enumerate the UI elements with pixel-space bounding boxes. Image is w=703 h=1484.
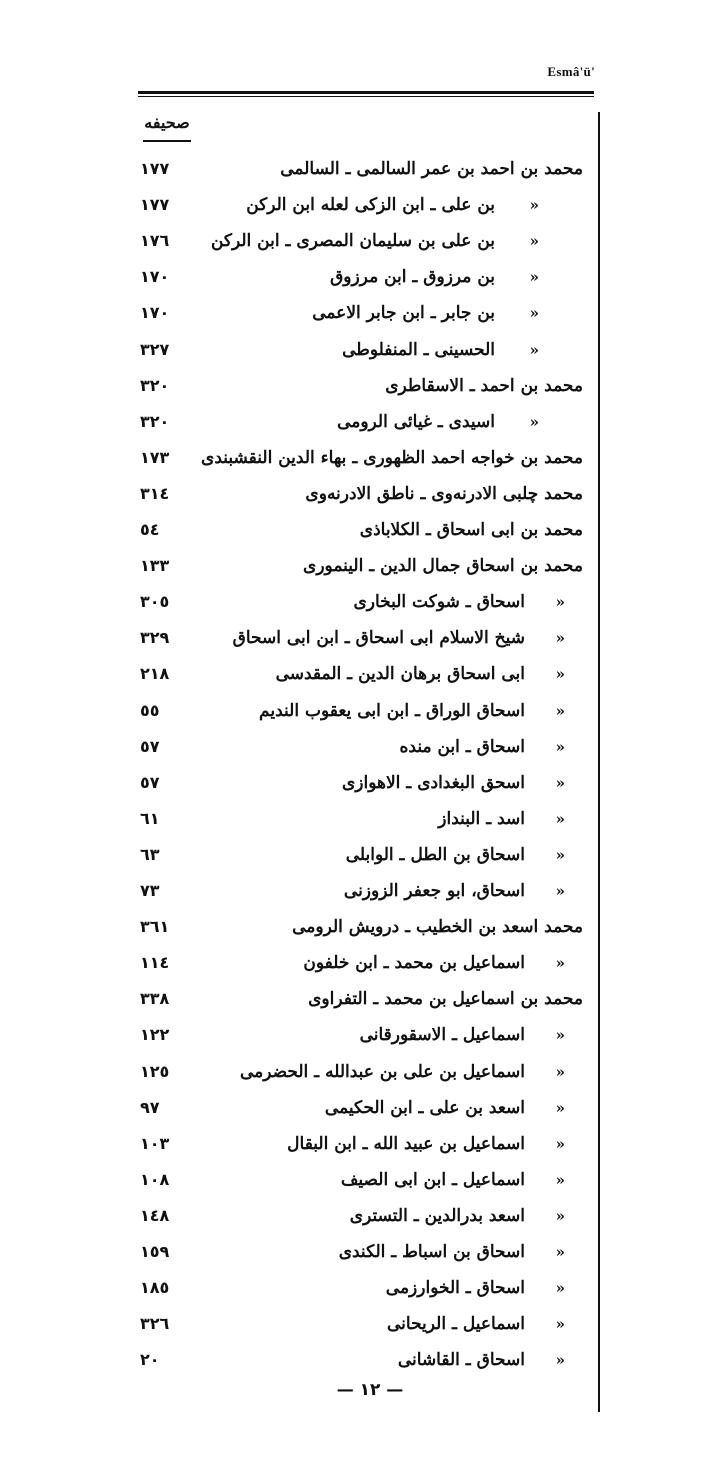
ditto-mark: » (555, 1315, 565, 1334)
index-entry (140, 874, 595, 910)
page-column-header: صحيفه (144, 113, 190, 132)
entry-name: اسحاق بن الطل ـ الوابلى (345, 844, 525, 865)
entry-page-number: ١٧٦ (140, 231, 170, 251)
ditto-mark: » (555, 629, 565, 648)
entry-name: شيخ الاسلام ابى اسحاق ـ ابن ابى اسحاق (232, 628, 525, 649)
index-entry (140, 621, 595, 657)
ditto-mark: » (529, 340, 539, 359)
entry-page-number: ١٧٧ (140, 195, 170, 215)
entry-page-number: ١٨٥ (140, 1278, 170, 1298)
index-entry (140, 1199, 595, 1235)
index-entry (140, 1343, 595, 1379)
ditto-mark: » (555, 1170, 565, 1189)
entry-page-number: ٥٧ (140, 736, 160, 756)
entry-page-number: ٦٣ (140, 844, 160, 864)
entry-page-number: ١٥٩ (140, 1242, 170, 1261)
entry-page-number: ٣٦١ (140, 917, 170, 937)
ditto-mark: » (555, 701, 565, 720)
page-header-title: Esmâ'ü' (547, 64, 595, 79)
entry-name: بن على بن سليمان المصرى ـ ابن الركن (210, 231, 495, 252)
entry-page-number: ١٧٠ (140, 267, 170, 287)
ditto-mark: » (555, 773, 565, 792)
index-entry (140, 982, 595, 1018)
index-entry (140, 333, 595, 369)
entry-name: محمد بن احمد ـ الاسقاطرى (385, 375, 583, 396)
ditto-mark: » (555, 954, 565, 973)
ditto-mark: » (555, 1351, 565, 1370)
index-entry (140, 1127, 595, 1163)
entry-page-number: ٣٢٧ (140, 339, 170, 359)
entry-page-number: ١٢٥ (140, 1061, 170, 1081)
entry-name: محمد بن خواجه احمد الظهورى ـ بهاء الدين النقشبندى (201, 447, 583, 468)
entry-page-number: ١٣٣ (140, 556, 170, 576)
ditto-mark: » (529, 268, 539, 287)
entry-name: الحسينى ـ المنفلوطى (342, 339, 495, 360)
entry-page-number: ٣٢٠ (140, 375, 170, 395)
index-entry (140, 946, 595, 982)
ditto-mark: » (555, 1279, 565, 1298)
entry-page-number: ٣٣٨ (140, 989, 170, 1009)
index-entry (140, 694, 595, 730)
index-entry (140, 585, 595, 621)
entry-page-number: ٣١٤ (140, 483, 170, 503)
index-entry (140, 477, 595, 513)
index-entry (140, 766, 595, 802)
header-rule (138, 91, 594, 94)
ditto-mark: » (529, 232, 539, 251)
ditto-mark: » (555, 1206, 565, 1225)
entry-name: اسماعيل بن عبيد الله ـ ابن البقال (287, 1133, 525, 1154)
index-entry (140, 296, 595, 332)
ditto-mark: » (555, 737, 565, 756)
ditto-mark: » (555, 593, 565, 612)
entry-name: محمد اسعد بن الخطيب ـ درويش الرومى (292, 917, 583, 938)
entry-page-number: ١٠٣ (140, 1133, 170, 1153)
index-entry (140, 152, 595, 188)
index-entry (140, 802, 595, 838)
entry-name: اسيدى ـ غيائى الرومى (337, 411, 495, 432)
index-entry (140, 657, 595, 693)
index-entry (140, 1271, 595, 1307)
entry-page-number: ١١٤ (140, 953, 170, 973)
column-rule (598, 112, 600, 1412)
index-entry (140, 369, 595, 405)
index-entry (140, 1163, 595, 1199)
entry-page-number: ١٤٨ (140, 1205, 170, 1225)
index-entry (140, 910, 595, 946)
entry-name: محمد بن اسماعيل بن محمد ـ التفراوى (308, 989, 583, 1010)
ditto-mark: » (529, 412, 539, 431)
ditto-mark: » (529, 196, 539, 215)
ditto-mark: » (555, 845, 565, 864)
entry-page-number: ١٢٢ (140, 1025, 170, 1045)
entry-name: اسماعيل ـ ابن ابى الصيف (340, 1169, 525, 1190)
ditto-mark: » (555, 1098, 565, 1117)
entry-name: محمد بن احمد بن عمر السالمى ـ السالمى (280, 159, 583, 179)
index-entry (140, 513, 595, 549)
entry-page-number: ٣٠٥ (140, 592, 170, 612)
entry-name: اسحاق، ابو جعفر الزوزنى (343, 881, 525, 901)
index-entry (140, 405, 595, 441)
entry-page-number: ١٠٨ (140, 1169, 170, 1189)
ditto-mark: » (555, 665, 565, 684)
index-entry (140, 441, 595, 477)
entry-name: اسحاق ـ القاشانى (397, 1350, 525, 1371)
ditto-mark: » (555, 1026, 565, 1045)
entry-page-number: ٢١٨ (140, 664, 170, 684)
ditto-mark: » (555, 1134, 565, 1153)
index-entry (140, 549, 595, 585)
index-entry (140, 1055, 595, 1091)
entry-name: ابى اسحاق برهان الدين ـ المقدسى (275, 664, 525, 685)
entry-name: اسماعيل بن محمد ـ ابن خلفون (303, 953, 525, 974)
entry-name: اسحق البغدادى ـ الاهوازى (341, 772, 525, 793)
index-entry (140, 224, 595, 260)
index-entry (140, 1018, 595, 1054)
entry-name: محمد بن اسحاق جمال الدين ـ الينمورى (303, 556, 583, 577)
entry-name: اسحاق بن اسباط ـ الكندى (338, 1242, 525, 1262)
page-column-underline (143, 140, 191, 142)
entry-page-number: ١٧٠ (140, 303, 170, 323)
index-entry (140, 1235, 595, 1271)
entry-page-number: ١٧٧ (140, 159, 170, 178)
entry-name: محمد بن ابى اسحاق ـ الكلاباذى (359, 520, 583, 540)
entry-name: بن على ـ ابن الزكى لعله ابن الركن (246, 195, 495, 216)
entry-name: اسحاق ـ شوكت البخارى (353, 592, 525, 613)
ditto-mark: » (529, 304, 539, 323)
entry-page-number: ٦١ (140, 808, 160, 828)
entry-name: اسحاق ـ الخوارزمى (385, 1278, 525, 1299)
entry-name: محمد چلبى الادرنه‌وى ـ ناطق الادرنه‌وى (305, 483, 583, 504)
ditto-mark: » (555, 1062, 565, 1081)
entry-name: اسماعيل ـ الريحانى (386, 1314, 525, 1335)
entry-page-number: ٣٢٩ (140, 628, 170, 648)
entry-page-number: ١٧٣ (140, 447, 170, 467)
index-entry (140, 838, 595, 874)
entry-page-number: ٥٧ (140, 772, 160, 792)
entry-name: اسماعيل بن على بن عبدالله ـ الحضرمى (239, 1061, 525, 1082)
entry-page-number: ٢٠ (140, 1350, 160, 1370)
entry-page-number: ٥٤ (140, 520, 160, 539)
index-entry (140, 260, 595, 296)
entry-name: اسماعيل ـ الاسقورقانى (359, 1025, 525, 1046)
entry-name: بن مرزوق ـ ابن مرزوق (330, 267, 495, 288)
index-entry (140, 1091, 595, 1127)
entry-page-number: ٩٧ (140, 1097, 160, 1117)
ditto-mark: » (555, 882, 565, 900)
entry-page-number: ٧٣ (140, 881, 160, 900)
header-rule-thin (138, 96, 594, 97)
page-number: — ١٢ — (336, 1380, 404, 1400)
entry-name: اسعد بدرالدين ـ التسترى (349, 1205, 525, 1226)
index-entry (140, 188, 595, 224)
entry-name: اسعد بن على ـ ابن الحكيمى (324, 1097, 525, 1118)
ditto-mark: » (555, 1243, 565, 1261)
entry-name: اسحاق ـ ابن منده (399, 736, 525, 757)
entry-page-number: ٣٢٠ (140, 411, 170, 431)
entry-page-number: ٥٥ (140, 700, 160, 720)
entry-name: بن جابر ـ ابن جابر الاعمى (312, 303, 495, 324)
entry-page-number: ٣٢٦ (140, 1314, 170, 1334)
index-entry (140, 1307, 595, 1343)
index-entry (140, 730, 595, 766)
entry-name: اسحاق الوراق ـ ابن ابى يعقوب النديم (259, 700, 525, 721)
entry-name: اسد ـ البنداز (438, 808, 525, 829)
ditto-mark: » (555, 809, 565, 828)
